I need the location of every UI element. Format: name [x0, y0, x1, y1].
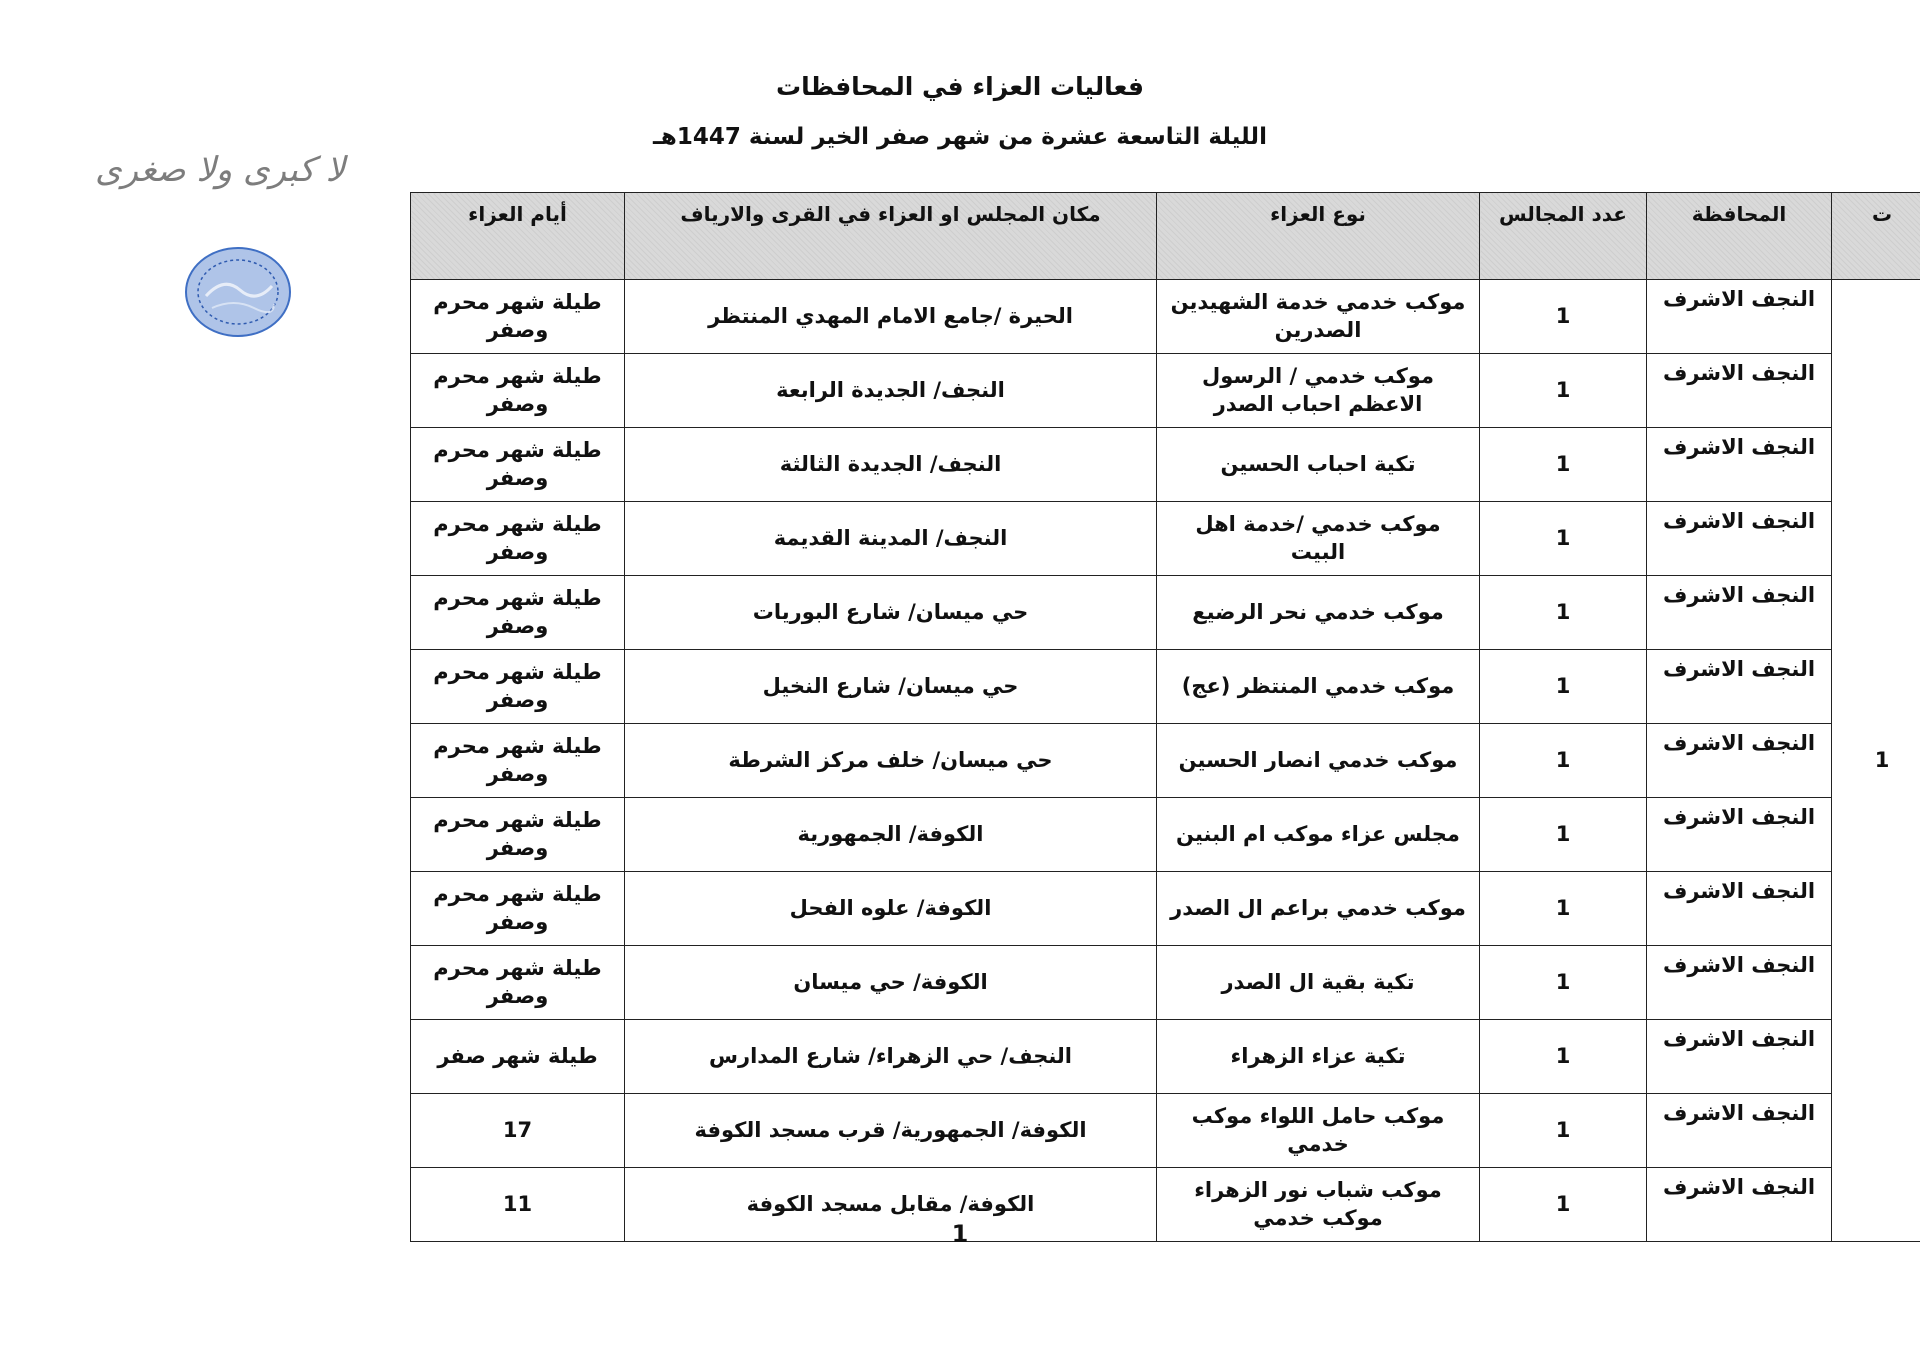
document-subtitle: الليلة التاسعة عشرة من شهر صفر الخير لسنة 1447هـ	[653, 124, 1267, 150]
governorate-cell: النجف الاشرف	[1647, 872, 1832, 946]
count-cell: 1	[1480, 1168, 1647, 1242]
table-row	[411, 280, 1920, 354]
days-cell: طيلة شهر محرم وصفر	[411, 650, 625, 724]
days-cell: طيلة شهر محرم وصفر	[411, 576, 625, 650]
handwritten-note: لا كبرى ولا صغرى	[94, 150, 346, 190]
governorate-cell: النجف الاشرف	[1647, 428, 1832, 502]
count-cell: 1	[1480, 946, 1647, 1020]
type-cell: موكب خدمي /خدمة اهل البيت	[1157, 502, 1480, 576]
place-cell: النجف/ حي الزهراء/ شارع المدارس	[625, 1020, 1157, 1094]
mourning-events-table-wrap	[410, 192, 1893, 1242]
governorate-cell: النجف الاشرف	[1647, 1020, 1832, 1094]
count-cell: 1	[1480, 724, 1647, 798]
header-count: عدد المجالس	[1480, 193, 1647, 280]
governorate-cell: النجف الاشرف	[1647, 354, 1832, 428]
days-cell: طيلة شهر محرم وصفر	[411, 354, 625, 428]
table-row	[411, 650, 1920, 724]
table-row	[411, 502, 1920, 576]
place-cell: النجف/ الجديدة الرابعة	[625, 354, 1157, 428]
table-row	[411, 1020, 1920, 1094]
count-cell: 1	[1480, 1094, 1647, 1168]
governorate-cell: النجف الاشرف	[1647, 502, 1832, 576]
type-cell: تكية بقية ال الصدر	[1157, 946, 1480, 1020]
count-cell: 1	[1480, 798, 1647, 872]
place-cell: حي ميسان/ خلف مركز الشرطة	[625, 724, 1157, 798]
days-cell: طيلة شهر محرم وصفر	[411, 280, 625, 354]
table-row	[411, 798, 1920, 872]
count-cell: 1	[1480, 354, 1647, 428]
page-number: 1	[951, 1220, 969, 1248]
header-days: أيام العزاء	[411, 193, 625, 280]
place-cell: الكوفة/ علوه الفحل	[625, 872, 1157, 946]
table-row	[411, 1094, 1920, 1168]
governorate-cell: النجف الاشرف	[1647, 650, 1832, 724]
place-cell: الكوفة/ حي ميسان	[625, 946, 1157, 1020]
governorate-cell: النجف الاشرف	[1647, 946, 1832, 1020]
place-cell: الحيرة /جامع الامام المهدي المنتظر	[625, 280, 1157, 354]
governorate-cell: النجف الاشرف	[1647, 576, 1832, 650]
place-cell: الكوفة/ مقابل مسجد الكوفة	[625, 1168, 1157, 1242]
header-type: نوع العزاء	[1157, 193, 1480, 280]
count-cell: 1	[1480, 576, 1647, 650]
type-cell: موكب خدمي انصار الحسين	[1157, 724, 1480, 798]
days-cell: طيلة شهر محرم وصفر	[411, 798, 625, 872]
count-cell: 1	[1480, 872, 1647, 946]
type-cell: موكب خدمي المنتظر (عج)	[1157, 650, 1480, 724]
days-cell: طيلة شهر محرم وصفر	[411, 502, 625, 576]
days-cell: طيلة شهر محرم وصفر	[411, 428, 625, 502]
type-cell: تكية احباب الحسين	[1157, 428, 1480, 502]
type-cell: موكب خدمي نحر الرضيع	[1157, 576, 1480, 650]
place-cell: حي ميسان/ شارع البوريات	[625, 576, 1157, 650]
type-cell: موكب خدمي / الرسول الاعظم احباب الصدر	[1157, 354, 1480, 428]
place-cell: النجف/ الجديدة الثالثة	[625, 428, 1157, 502]
governorate-cell: النجف الاشرف	[1647, 1168, 1832, 1242]
table-row	[411, 576, 1920, 650]
mourning-events-table	[410, 192, 1920, 1242]
table-header-row	[411, 193, 1920, 280]
header-governorate: المحافظة	[1647, 193, 1832, 280]
count-cell: 1	[1480, 428, 1647, 502]
table-row	[411, 354, 1920, 428]
table-row	[411, 946, 1920, 1020]
days-cell: طيلة شهر محرم وصفر	[411, 724, 625, 798]
days-cell: طيلة شهر صفر	[411, 1020, 625, 1094]
header-place: مكان المجلس او العزاء في القرى والارياف	[625, 193, 1157, 280]
place-cell: حي ميسان/ شارع النخيل	[625, 650, 1157, 724]
serial-cell: 1	[1832, 280, 1920, 1242]
days-cell: 11	[411, 1168, 625, 1242]
place-cell: الكوفة/ الجمهورية	[625, 798, 1157, 872]
days-cell: طيلة شهر محرم وصفر	[411, 946, 625, 1020]
table-row	[411, 428, 1920, 502]
days-cell: 17	[411, 1094, 625, 1168]
count-cell: 1	[1480, 1020, 1647, 1094]
type-cell: موكب شباب نور الزهراء موكب خدمي	[1157, 1168, 1480, 1242]
governorate-cell: النجف الاشرف	[1647, 724, 1832, 798]
governorate-cell: النجف الاشرف	[1647, 798, 1832, 872]
header-serial: ت	[1832, 193, 1920, 280]
count-cell: 1	[1480, 650, 1647, 724]
type-cell: موكب خدمي براعم ال الصدر	[1157, 872, 1480, 946]
table-row	[411, 872, 1920, 946]
type-cell: تكية عزاء الزهراء	[1157, 1020, 1480, 1094]
stamp-icon	[184, 246, 292, 338]
place-cell: النجف/ المدينة القديمة	[625, 502, 1157, 576]
count-cell: 1	[1480, 502, 1647, 576]
type-cell: مجلس عزاء موكب ام البنين	[1157, 798, 1480, 872]
place-cell: الكوفة/ الجمهورية/ قرب مسجد الكوفة	[625, 1094, 1157, 1168]
count-cell: 1	[1480, 280, 1647, 354]
table-body	[411, 280, 1920, 1242]
type-cell: موكب حامل اللواء موكب خدمي	[1157, 1094, 1480, 1168]
governorate-cell: النجف الاشرف	[1647, 280, 1832, 354]
type-cell: موكب خدمي خدمة الشهيدين الصدرين	[1157, 280, 1480, 354]
governorate-cell: النجف الاشرف	[1647, 1094, 1832, 1168]
document-title: فعاليات العزاء في المحافظات	[775, 72, 1145, 101]
days-cell: طيلة شهر محرم وصفر	[411, 872, 625, 946]
table-row	[411, 724, 1920, 798]
